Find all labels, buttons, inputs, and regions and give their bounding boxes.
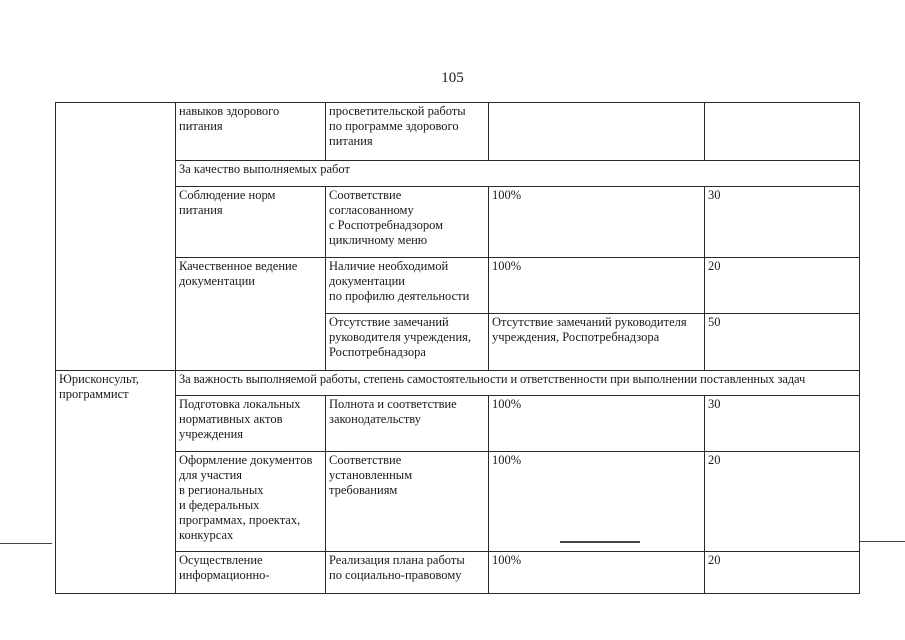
condition-cell: Реализация плана работы по социально-правовому: [326, 552, 489, 594]
section-heading-importance: За важность выполняемой работы, степень самостоятельности и ответственности при выполнении поставленных задач: [176, 371, 860, 396]
page-number: 105: [441, 70, 464, 86]
scan-artifact-line: [560, 541, 640, 543]
value-cell: 100%: [489, 396, 705, 452]
table-row: [56, 103, 860, 161]
criterion-cell: Осуществление информационно-: [176, 552, 326, 594]
value-cell: [489, 103, 705, 161]
scan-artifact-line: [860, 541, 905, 542]
condition-cell: Полнота и соответствие законодательству: [326, 396, 489, 452]
section-row: [56, 371, 860, 396]
criterion-cell: Подготовка локальных нормативных актов учреждения: [176, 396, 326, 452]
points-cell: [705, 103, 860, 161]
value-cell: 100%: [489, 452, 705, 552]
criterion-cell: навыков здорового питания: [176, 103, 326, 161]
criterion-cell: Качественное ведение документации: [176, 258, 326, 371]
table-row: [56, 187, 860, 258]
points-cell: 20: [705, 258, 860, 314]
condition-cell: Соответствие установленным требованиям: [326, 452, 489, 552]
points-cell: 30: [705, 187, 860, 258]
points-cell: 50: [705, 314, 860, 371]
table-row: [56, 396, 860, 452]
condition-cell: просветительской работы по программе здорового питания: [326, 103, 489, 161]
position-cell-empty: [56, 103, 176, 371]
table-row: [56, 258, 860, 314]
section-heading-quality: За качество выполняемых работ: [176, 161, 860, 187]
points-cell: 20: [705, 552, 860, 594]
scan-artifact-line: [0, 543, 52, 544]
criteria-table: [55, 102, 860, 594]
criterion-cell: Оформление документов для участия в региональных и федеральных программах, проектах, конкурсах: [176, 452, 326, 552]
value-cell: 100%: [489, 187, 705, 258]
section-row: [56, 161, 860, 187]
table-row: [56, 552, 860, 594]
value-cell: 100%: [489, 258, 705, 314]
position-cell: Юрисконсульт, программист: [56, 371, 176, 594]
condition-cell: Соответствие согласованному с Роспотребнадзором цикличному меню: [326, 187, 489, 258]
value-cell: 100%: [489, 552, 705, 594]
criterion-cell: Соблюдение норм питания: [176, 187, 326, 258]
points-cell: 20: [705, 452, 860, 552]
condition-cell: Отсутствие замечаний руководителя учреждения, Роспотребнадзора: [326, 314, 489, 371]
condition-cell: Наличие необходимой документации по профилю деятельности: [326, 258, 489, 314]
value-cell: Отсутствие замечаний руководителя учреждения, Роспотребнадзора: [489, 314, 705, 371]
table-row: [56, 452, 860, 552]
points-cell: 30: [705, 396, 860, 452]
